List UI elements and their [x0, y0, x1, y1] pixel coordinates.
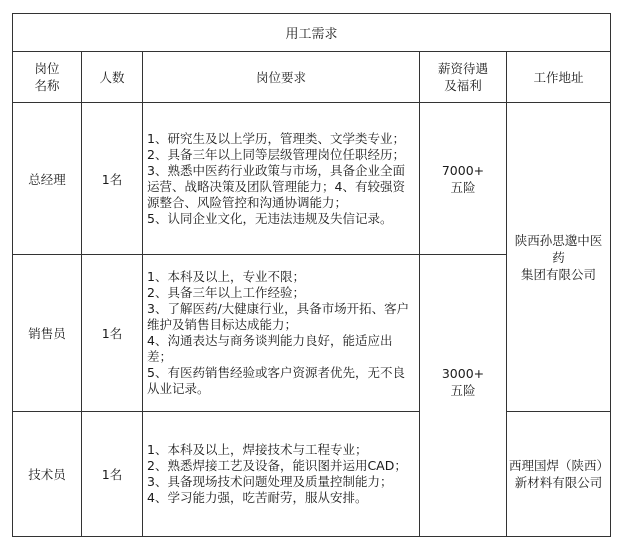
requirement-item: 1、本科及以上，焊接技术与工程专业； — [147, 442, 368, 457]
salary-amount: 3000+ — [441, 366, 485, 381]
count-cell: 1名 — [82, 412, 143, 537]
requirement-item: 2、熟悉焊接工艺及设备，能识图并运用CAD； — [147, 458, 407, 473]
requirements-cell — [143, 103, 420, 255]
requirement-item: 1、研究生及以上学历，管理类、文学类专业； — [147, 130, 405, 146]
header-position-line1: 岗位 — [34, 61, 60, 76]
count-cell: 1名 — [82, 103, 143, 255]
address-cell — [507, 103, 611, 412]
table-row — [13, 412, 611, 537]
header-position — [13, 52, 82, 103]
requirement-item: 4、学习能力强，吃苦耐劳，服从安排。 — [147, 490, 368, 505]
position-cell: 总经理 — [13, 103, 82, 255]
address-line1: 西理国焊（陕西） — [509, 458, 610, 473]
requirements-cell — [143, 412, 420, 537]
requirement-item: 3、了解医药/大健康行业，具备市场开拓、客户维护及销售目标达成能力； — [147, 301, 410, 332]
position-cell: 技术员 — [13, 412, 82, 537]
header-requirements: 岗位要求 — [143, 52, 420, 103]
table-row — [13, 103, 611, 255]
address-cell — [507, 412, 611, 537]
requirement-item: 2、具备三年以上同等层级管理岗位任职经历； — [147, 146, 405, 162]
requirement-item: 3、具备现场技术问题处理及质量控制能力； — [147, 474, 393, 489]
address-line2: 集团有限公司 — [521, 266, 597, 282]
requirement-item: 5、有医药销售经验或客户资源者优先，无不良从业记录。 — [147, 365, 405, 396]
requirement-item: 1、本科及以上，专业不限； — [147, 269, 305, 284]
table-title: 用工需求 — [13, 14, 611, 52]
count-cell: 1名 — [82, 255, 143, 412]
salary-amount: 7000+ — [441, 162, 485, 178]
salary-benefits: 五险 — [450, 179, 476, 195]
recruitment-table — [12, 13, 611, 537]
salary-cell — [420, 103, 507, 255]
requirements-cell — [143, 255, 420, 412]
header-salary-line1: 薪资待遇 — [437, 61, 488, 76]
address-line1: 陕西孙思邈中医药 — [514, 232, 603, 265]
salary-cell — [420, 255, 507, 537]
salary-benefits: 五险 — [450, 383, 476, 398]
address-line2: 新材料有限公司 — [514, 475, 603, 490]
requirement-item: 3、熟悉中医药行业政策与市场，具备企业全面运营、战略决策及团队管理能力；4、有较强资源整合、风险管控和沟通协调能力； — [147, 162, 405, 210]
requirement-item: 5、认同企业文化，无违法违规及失信记录。 — [147, 210, 393, 226]
header-count: 人数 — [82, 52, 143, 103]
requirement-item: 4、沟通表达与商务谈判能力良好，能适应出差； — [147, 333, 393, 364]
header-salary — [420, 52, 507, 103]
header-salary-line2: 及福利 — [444, 78, 482, 93]
requirement-item: 2、具备三年以上工作经验； — [147, 285, 305, 300]
header-address: 工作地址 — [507, 52, 611, 103]
header-position-line2: 名称 — [34, 78, 60, 93]
position-cell: 销售员 — [13, 255, 82, 412]
